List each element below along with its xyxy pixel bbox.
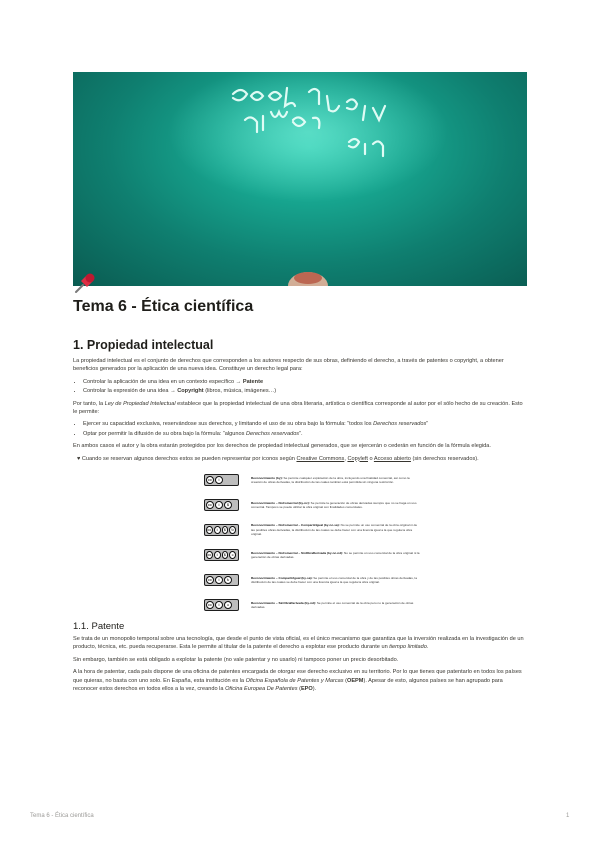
license-list [73,471,527,614]
cc-icon: cc [206,576,214,584]
license-description [251,476,421,485]
section-heading-patente: 1.1. Patente [73,621,125,633]
by-icon: i [215,576,223,584]
paragraph-patente-2: Sin embargo, también se está obligado a explotar la patente (no vale patentar y no usarlo) ni tampoco poner un precio desorbitado. [73,656,399,663]
license-description [251,501,421,510]
bullet-list-options [73,420,527,438]
license-name: Reconocimiento – CompartirIgual (by-sa): [251,575,313,580]
heart-icon: ♥ [77,455,82,462]
nc-icon: $ [222,526,229,534]
license-text: Se permite el uso comercial de la obra pero no la generación de obras derivadas. [251,600,414,610]
footer-title: Tema 6 - Ética científica [30,813,94,819]
paragraph-intro: La propiedad intelectual es el conjunto de derechos que corresponden a los autores respecto de sus obras, definiendo el derecho, a través de patentes o copyright, a obtener beneficios generados por la aplicación de una nueva idea. Constituye un derecho legal para: [73,358,504,373]
license-row [204,471,527,489]
license-name: Reconocimiento – SinObraDerivada (by-nd): [251,600,316,605]
paragraph-patente-1: Se trata de un monopolio temporal sobre una tecnología, que desde el punto de vista oficial, es el único mecanismo que garantiza que la inversión realizada en la investigación de un producto, técnica, etc. pueda recuperarse. Esta le permite al titular de la patente el derecho a explotar ese producto durante un tiempo limitado. [73,636,524,651]
cc-icon: cc [206,601,214,609]
by-icon: i [215,501,223,509]
license-text: No se permite un uso comercial de la obra original ni la generación de obras derivadas. [251,550,420,560]
license-description [251,576,421,585]
bullet-list-rights [73,378,527,396]
by-icon: i [214,526,221,534]
link-acceso-abierto[interactable]: Acceso abierto [373,455,411,462]
page-title: Tema 6 - Ética científica [73,298,254,315]
list-item: • Ejercer su capacidad exclusiva, reservándose sus derechos, y limitando el uso de su obra bajo la fórmula: “todos los Derechos reservados” [83,420,527,428]
license-row [204,546,527,564]
note-callout: ♥ Cuando se reservan algunos derechos estos se pueden representar por iconos según Creative Commons, Copyleft o Acceso abierto (sin derechos reservados). [77,455,479,462]
cc-license-badge-icon [204,499,239,511]
license-row [204,521,527,539]
pushpin-icon [72,270,98,296]
sa-icon: ↻ [224,576,232,584]
cc-license-badge-icon [204,599,239,611]
cover-image [73,72,527,286]
license-description [251,601,421,610]
link-copyleft[interactable]: Copyleft [347,455,368,462]
nc-icon: $ [224,501,232,509]
link-creative-commons[interactable]: Creative Commons [296,455,345,462]
cc-icon: cc [206,501,214,509]
page-number: 1 [566,813,570,819]
list-item: • Controlar la expresión de una idea → Copyright (libros, música, imágenes…) [83,387,527,395]
paragraph-patente-3: A la hora de patentar, cada país dispone de una oficina de patentes encargada de otorgar ese derecho exclusivo en su territorio. Por lo que tienes que patentarlo en todos los países que quieras, no basta con uno solo. En España, esta institución es la Oficina Española de Patentes y Marcas (OEPM). Apesar de esto, algunos países se han agrupado para reconocer estos derechos en todos ellos a la vez, creando la Oficina Europea De Patentes (EPO). [73,669,522,693]
license-row [204,571,527,589]
license-text: Se permite el uso comercial de la obra y de las posibles obras derivadas, la distribución de las cuales se debe hacer con una licencia igual a la que regula la obra original. [251,575,417,585]
nd-icon: = [229,551,236,559]
license-description [251,551,421,560]
license-text: No se permite un uso comercial de la obra original ni de las posibles obras derivadas, la distribución de las cuales se debe hacer con una licencia igual a la que regula la obra original. [251,523,418,537]
cc-license-badge-icon [204,524,239,536]
cc-license-badge-icon [204,549,239,561]
license-row [204,496,527,514]
paragraph-ley: Por tanto, la Ley de Propiedad Intelectual establece que la propiedad intelectual de una obra literaria, artística o científica corresponde al autor por el sólo hecho de su creación. Esto le permite: [73,400,523,416]
license-name: Reconocimiento – NoComercial – CompartirIgual (by-nc-sa): [251,523,340,528]
license-text: Se permite cualquier explotación de la obra, incluyendo una finalidad comercial, así como la creación de obras derivadas, la distribución de las cuales también está permitida sin ninguna restricción. [251,475,410,485]
license-row [204,596,527,614]
nd-icon: = [224,601,232,609]
by-icon: i [215,476,223,484]
cc-license-badge-icon [204,474,239,486]
cc-icon: cc [206,476,214,484]
license-description [251,523,421,536]
sa-icon: ↻ [231,528,235,533]
list-item: • Optar por permitir la difusión de su obra bajo la fórmula: “algunos Derechos reservados”. [83,430,527,438]
license-name: Reconocimiento – NoComercial (by-nc): [251,500,310,505]
section-heading-propiedad-intelectual: 1. Propiedad intelectual [73,338,214,352]
list-item: • Controlar la aplicación de una idea en un contexto específico → Patente [83,378,527,386]
by-icon: i [214,551,221,559]
license-text: Se permite la generación de obras derivadas siempre que no se haga un uso comercial. Tampoco se puede utilizar la obra original con finalidades comerciales. [251,500,417,510]
paragraph-ambos: En ambos casos el autor y la obra estarán protegidos por los derechos de propiedad intelectual generados, que se ejercerán o cederán en función de la fórmula elegida. [73,443,491,450]
cc-icon: cc [207,528,212,533]
license-name: Reconocimiento (by): [251,475,283,480]
nc-icon: $ [222,551,229,559]
cc-license-badge-icon [204,574,239,586]
neon-sign-illustration [73,72,527,286]
license-name: Reconocimiento – NoComercial – SinObraDerivada (by-nc-nd): [251,550,344,555]
document-body [73,338,527,698]
cc-icon: cc [207,553,212,558]
by-icon: i [215,601,223,609]
